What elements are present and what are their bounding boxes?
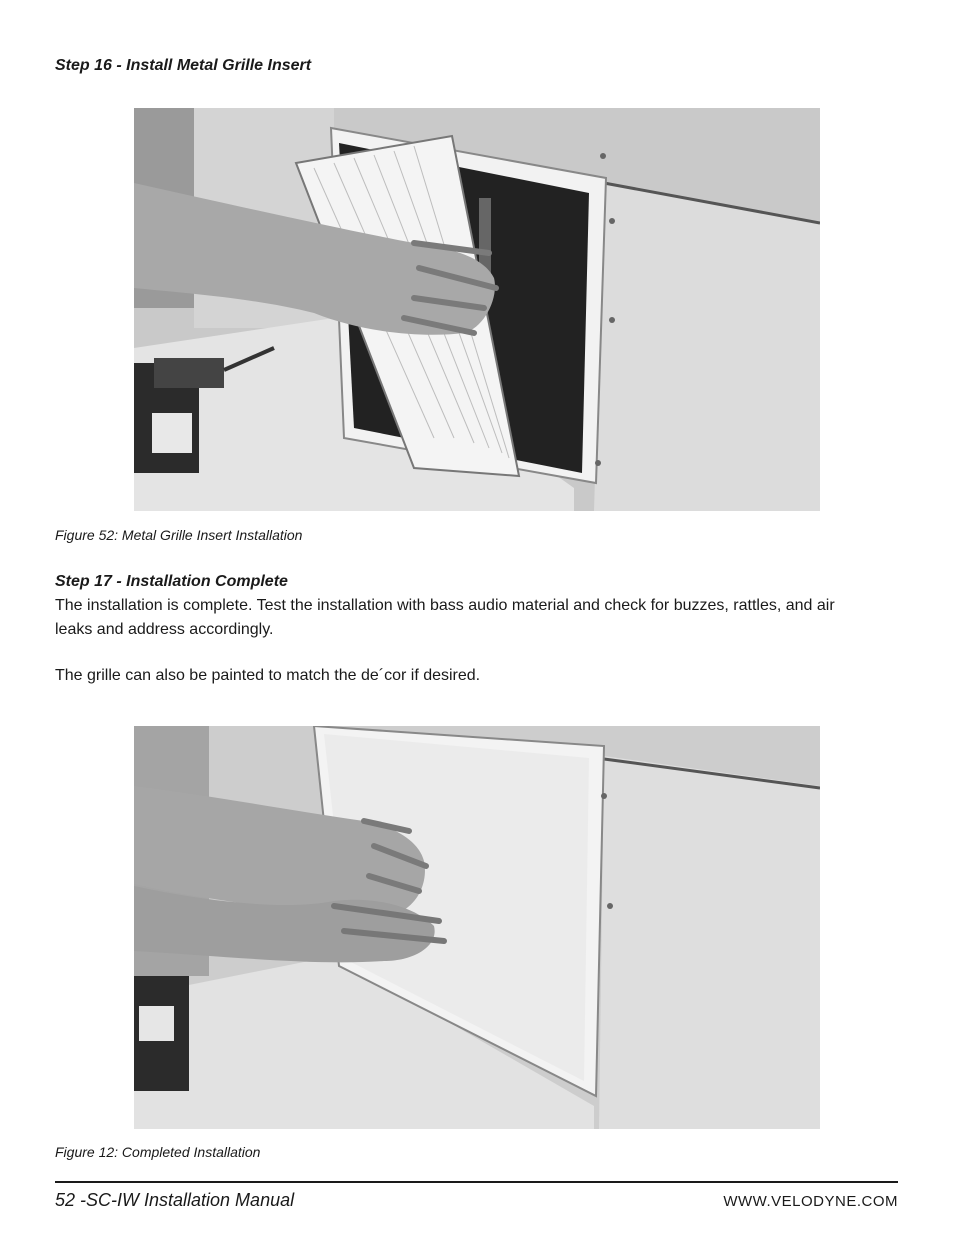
step17-paint-note: The grille can also be painted to match the de´cor if desired.: [55, 667, 481, 684]
grille-insert-photo: [134, 108, 820, 511]
footer-divider: [55, 1181, 898, 1183]
footer-manual-title: 52 -SC-IW Installation Manual: [55, 1190, 295, 1210]
step17-paragraph-line1: The installation is complete. Test the installation with bass audio material and check for buzzes, rattles, and air: [55, 597, 835, 614]
figure52-caption: Figure 52: Metal Grille Insert Installation: [55, 527, 303, 543]
footer-website: WWW.VELODYNE.COM: [723, 1193, 898, 1210]
step17-paragraph-line2: leaks and address accordingly.: [55, 621, 274, 638]
completed-installation-photo: [134, 726, 820, 1129]
step17-heading: Step 17 - Installation Complete: [55, 573, 288, 590]
figure12-caption: Figure 12: Completed Installation: [55, 1144, 261, 1160]
step16-heading: Step 16 - Install Metal Grille Insert: [55, 57, 312, 74]
